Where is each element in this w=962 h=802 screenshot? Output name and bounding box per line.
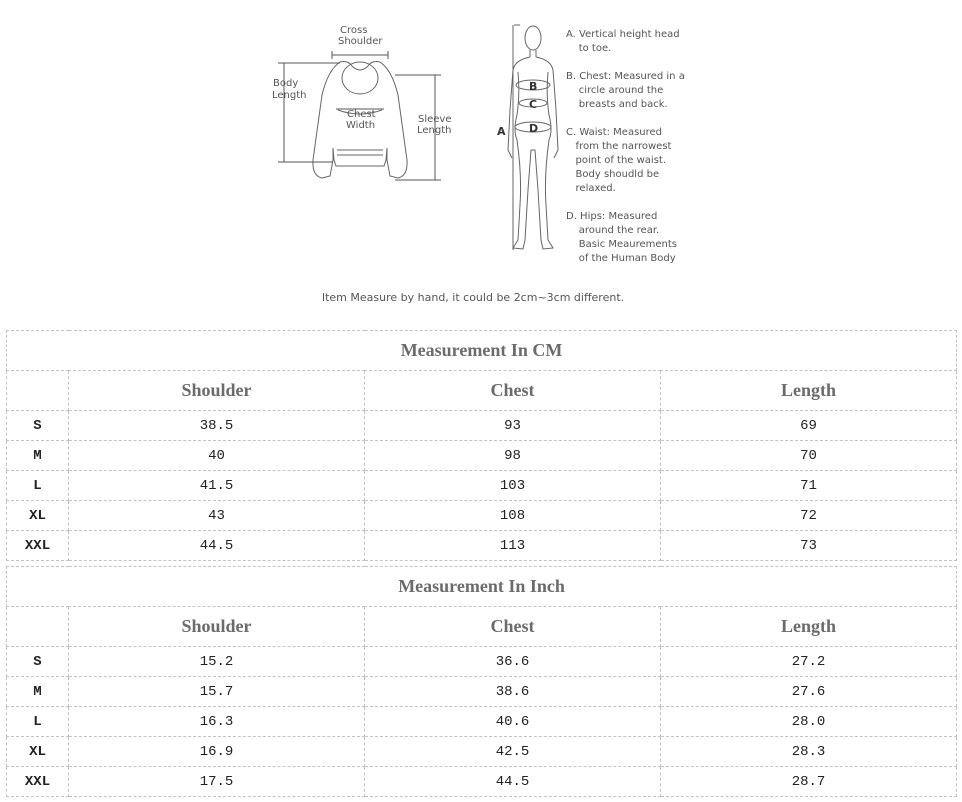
table-row (7, 501, 957, 531)
body-letter-b: B (529, 80, 538, 93)
length-cell: 70 (661, 441, 957, 471)
size-cell: L (7, 707, 69, 737)
legend-line: point of the waist. (566, 155, 667, 166)
length-cell: 27.2 (661, 647, 957, 677)
legend-line: to toe. (566, 43, 612, 54)
legend-line: of the Human Body (566, 253, 676, 264)
length-cell: 73 (661, 531, 957, 561)
body-letter-d: D (529, 122, 539, 135)
cross-shoulder-label-2: Shoulder (338, 36, 383, 47)
legend-line: B. Chest: Measured in a (566, 71, 685, 82)
chest-cell: 93 (365, 411, 661, 441)
legend-line: circle around the (566, 85, 664, 96)
legend-line: D. Hips: Measured (566, 211, 658, 222)
header-shoulder: Shoulder (69, 607, 365, 647)
shoulder-cell: 16.9 (69, 737, 365, 767)
legend-line: around the rear. (566, 225, 660, 236)
chest-cell: 98 (365, 441, 661, 471)
table-title: Measurement In CM (7, 331, 957, 371)
header-length: Length (661, 607, 957, 647)
legend-line: breasts and back. (566, 99, 668, 110)
shoulder-cell: 15.2 (69, 647, 365, 677)
chest-width-label-2: Width (346, 120, 376, 131)
size-cell: XXL (7, 767, 69, 797)
table-header-row (7, 607, 957, 647)
length-cell: 27.6 (661, 677, 957, 707)
shoulder-cell: 40 (69, 441, 365, 471)
length-cell: 28.7 (661, 767, 957, 797)
table-row (7, 737, 957, 767)
header-size (7, 371, 69, 411)
table-title: Measurement In Inch (7, 567, 957, 607)
header-size (7, 607, 69, 647)
shoulder-cell: 16.3 (69, 707, 365, 737)
legend-line: from the narrowest (566, 141, 672, 152)
body-length-label: Body (273, 78, 299, 89)
chest-cell: 40.6 (365, 707, 661, 737)
table-row (7, 441, 957, 471)
chest-cell: 113 (365, 531, 661, 561)
shoulder-cell: 15.7 (69, 677, 365, 707)
table-row (7, 767, 957, 797)
table-row (7, 411, 957, 441)
shoulder-cell: 41.5 (69, 471, 365, 501)
legend-line: Body shoudld be (566, 169, 660, 180)
chest-cell: 38.6 (365, 677, 661, 707)
body-length-label-2: Length (272, 90, 307, 101)
size-cell: M (7, 677, 69, 707)
body-legend (566, 29, 685, 264)
chest-cell: 36.6 (365, 647, 661, 677)
cross-shoulder-label: Cross (340, 25, 368, 36)
body-letter-a: A (497, 125, 506, 138)
chest-cell: 108 (365, 501, 661, 531)
chest-cell: 103 (365, 471, 661, 501)
length-cell: 72 (661, 501, 957, 531)
shoulder-cell: 38.5 (69, 411, 365, 441)
size-cell: M (7, 441, 69, 471)
table-row (7, 647, 957, 677)
shoulder-cell: 17.5 (69, 767, 365, 797)
table-row (7, 677, 957, 707)
size-table-cm (6, 330, 957, 561)
sleeve-length-label-2: Length (417, 125, 452, 136)
header-chest: Chest (365, 607, 661, 647)
size-table-inch (6, 566, 957, 797)
body-letter-c: C (529, 98, 538, 111)
table-row (7, 707, 957, 737)
length-cell: 28.0 (661, 707, 957, 737)
table-header-row (7, 371, 957, 411)
size-cell: L (7, 471, 69, 501)
length-cell: 71 (661, 471, 957, 501)
size-cell: XL (7, 501, 69, 531)
legend-line: C. Waist: Measured (566, 127, 663, 138)
legend-line: A. Vertical height head (566, 29, 680, 40)
chest-cell: 44.5 (365, 767, 661, 797)
shoulder-cell: 43 (69, 501, 365, 531)
diagram-svg (0, 0, 962, 300)
size-cell: S (7, 411, 69, 441)
size-cell: XL (7, 737, 69, 767)
chest-width-label: Chest (347, 109, 376, 120)
measure-note: Item Measure by hand, it could be 2cm~3cm different. (321, 291, 625, 304)
size-cell: XXL (7, 531, 69, 561)
sleeve-length-label: Sleeve (418, 114, 452, 125)
size-cell: S (7, 647, 69, 677)
body-figure-illustration (508, 25, 558, 250)
legend-line: relaxed. (566, 183, 616, 194)
legend-line: Basic Meaurements (566, 239, 678, 250)
header-shoulder: Shoulder (69, 371, 365, 411)
chest-cell: 42.5 (365, 737, 661, 767)
length-cell: 28.3 (661, 737, 957, 767)
header-length: Length (661, 371, 957, 411)
measurement-diagram (0, 0, 962, 330)
table-row (7, 471, 957, 501)
table-row (7, 531, 957, 561)
shoulder-cell: 44.5 (69, 531, 365, 561)
length-cell: 69 (661, 411, 957, 441)
header-chest: Chest (365, 371, 661, 411)
